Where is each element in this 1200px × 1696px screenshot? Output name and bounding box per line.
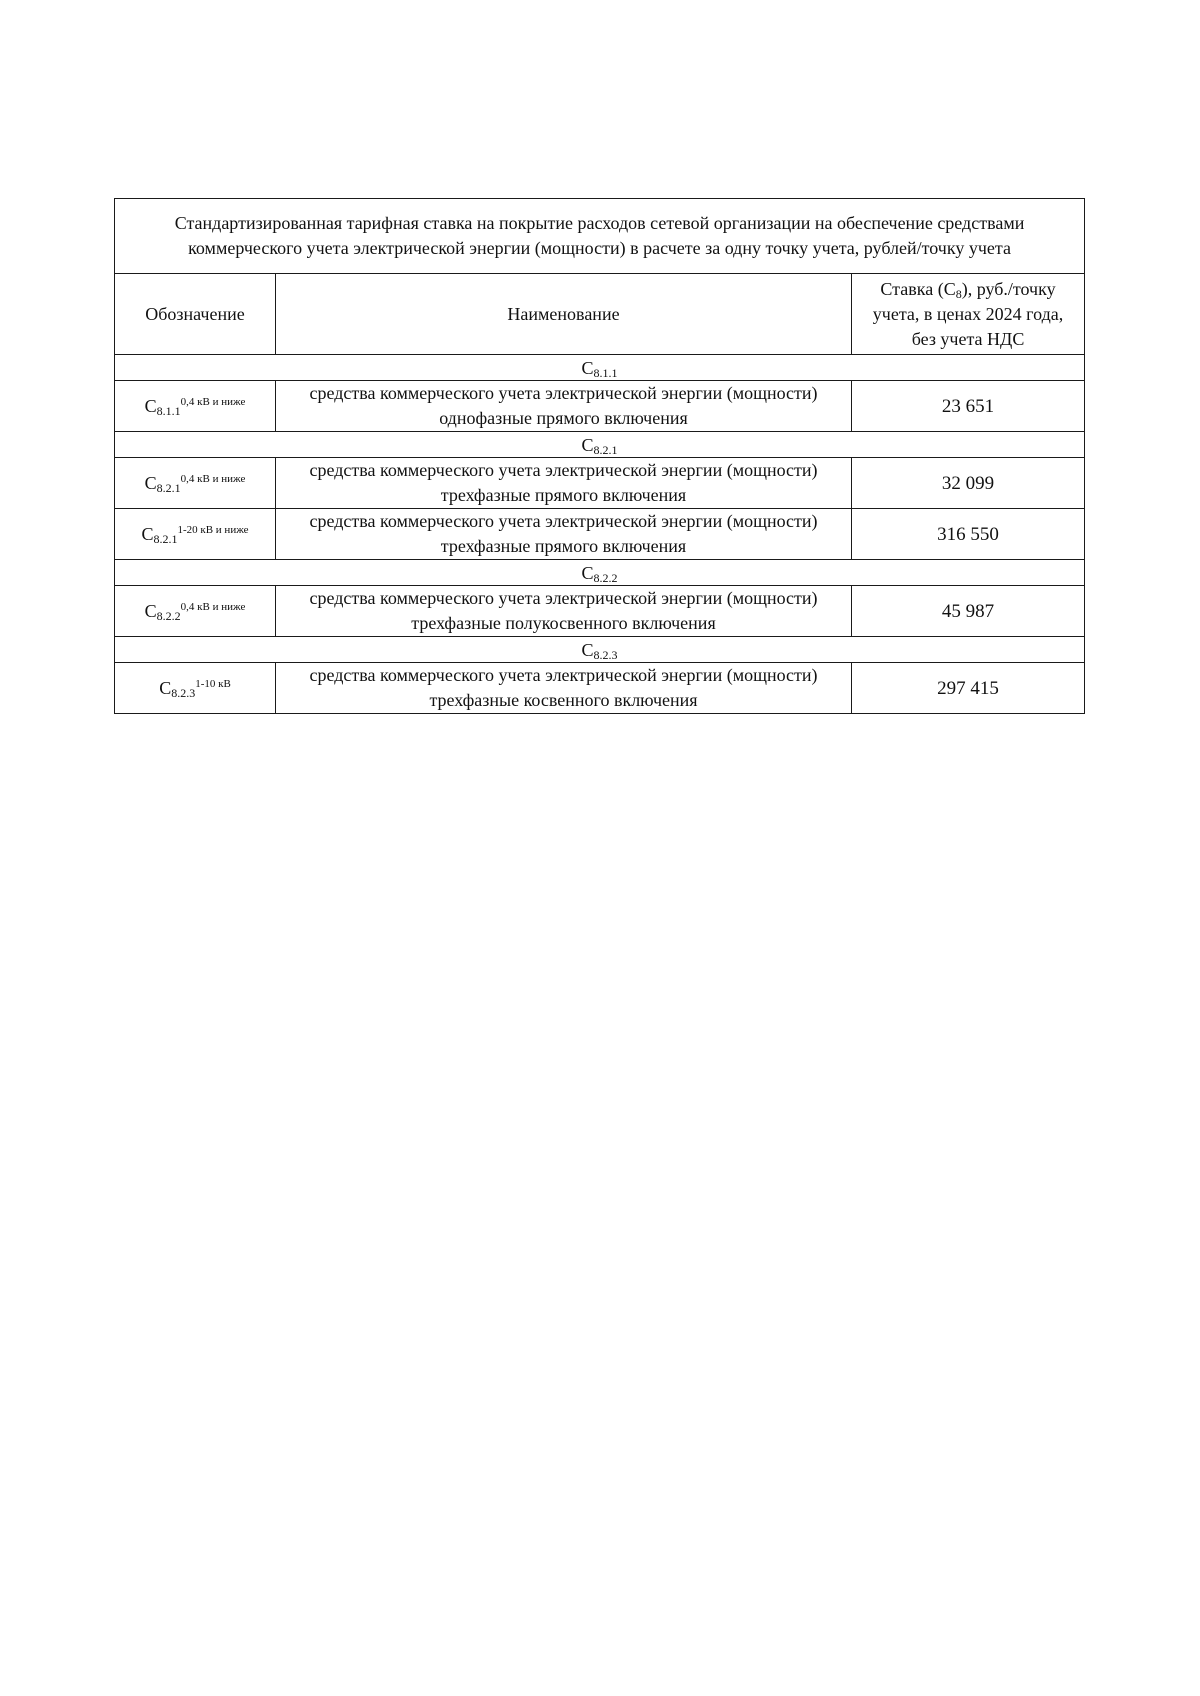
tariff-table xyxy=(114,198,1085,714)
designation-superscript: 0,4 кВ и ниже xyxy=(180,600,246,613)
name-line-2: трехфазные полукосвенного включения xyxy=(411,613,716,633)
designation-superscript: 1-20 кВ и ниже xyxy=(177,523,249,536)
name-cell xyxy=(276,381,852,432)
group-code xyxy=(115,432,1085,458)
header-rate-line-1 xyxy=(858,277,1078,302)
table-title-line-1: Стандартизированная тарифная ставка на покрытие расходов сетевой организации на обеспечение средствами xyxy=(174,213,1025,233)
designation-subscript: 8.1.1 xyxy=(156,403,181,418)
rate-value-cell: 23 651 xyxy=(852,381,1085,432)
group-row xyxy=(115,560,1085,586)
designation-superscript: 0,4 кВ и ниже xyxy=(180,472,246,485)
group-code-main: С xyxy=(581,562,594,583)
designation-superscript: 0,4 кВ и ниже xyxy=(180,395,246,408)
designation-cell xyxy=(115,509,276,560)
table-row xyxy=(115,586,1085,637)
table-title-line-2: коммерческого учета электрической энергии (мощности) в расчете за одну точку учета, рублей/точку учета xyxy=(188,238,1011,258)
header-rate-line-2: учета, в ценах 2024 года, xyxy=(872,303,1064,324)
group-row xyxy=(115,355,1085,381)
name-cell xyxy=(276,509,852,560)
group-code xyxy=(115,355,1085,381)
name-line-2: трехфазные косвенного включения xyxy=(429,690,698,710)
header-rate-subscript: 8 xyxy=(955,286,962,301)
designation-subscript: 8.2.1 xyxy=(153,531,178,546)
designation-main: С xyxy=(159,677,172,698)
header-rate-suffix: ), руб./точку xyxy=(961,278,1056,299)
rate-value-cell: 45 987 xyxy=(852,586,1085,637)
header-rate xyxy=(852,274,1085,355)
header-rate-prefix: Ставка (С xyxy=(880,278,956,299)
rate-value-cell: 32 099 xyxy=(852,458,1085,509)
name-line-1: средства коммерческого учета электрической энергии (мощности) xyxy=(309,665,818,685)
table-row xyxy=(115,458,1085,509)
group-code-subscript: 8.2.1 xyxy=(593,442,618,457)
name-line-2: однофазные прямого включения xyxy=(439,408,688,428)
name-line-1: средства коммерческого учета электрической энергии (мощности) xyxy=(309,460,818,480)
designation-cell xyxy=(115,663,276,714)
group-code xyxy=(115,560,1085,586)
name-line-1: средства коммерческого учета электрической энергии (мощности) xyxy=(309,588,818,608)
header-name: Наименование xyxy=(276,274,852,355)
designation-cell xyxy=(115,381,276,432)
group-code xyxy=(115,637,1085,663)
group-code-subscript: 8.2.3 xyxy=(593,647,618,662)
table-title xyxy=(115,199,1085,274)
table-row xyxy=(115,381,1085,432)
designation-subscript: 8.2.2 xyxy=(156,608,181,623)
table-header-row xyxy=(115,274,1085,355)
table-title-row xyxy=(115,199,1085,274)
name-line-1: средства коммерческого учета электрической энергии (мощности) xyxy=(309,383,818,403)
designation-cell xyxy=(115,586,276,637)
rate-value-cell: 316 550 xyxy=(852,509,1085,560)
table-row xyxy=(115,663,1085,714)
header-rate-line-3: без учета НДС xyxy=(911,328,1025,349)
rate-value-cell: 297 415 xyxy=(852,663,1085,714)
designation-main: С xyxy=(141,523,154,544)
table-row xyxy=(115,509,1085,560)
group-code-main: С xyxy=(581,357,594,378)
group-code-subscript: 8.2.2 xyxy=(593,570,618,585)
header-designation: Обозначение xyxy=(115,274,276,355)
name-cell xyxy=(276,586,852,637)
name-line-1: средства коммерческого учета электрической энергии (мощности) xyxy=(309,511,818,531)
group-code-subscript: 8.1.1 xyxy=(593,365,618,380)
designation-cell xyxy=(115,458,276,509)
group-code-main: С xyxy=(581,434,594,455)
name-cell xyxy=(276,663,852,714)
designation-main: С xyxy=(144,395,157,416)
name-cell xyxy=(276,458,852,509)
designation-main: С xyxy=(144,472,157,493)
name-line-2: трехфазные прямого включения xyxy=(440,485,687,505)
designation-main: С xyxy=(144,600,157,621)
group-code-main: С xyxy=(581,639,594,660)
name-line-2: трехфазные прямого включения xyxy=(440,536,687,556)
designation-subscript: 8.2.1 xyxy=(156,480,181,495)
group-row xyxy=(115,432,1085,458)
group-row xyxy=(115,637,1085,663)
designation-superscript: 1-10 кВ xyxy=(195,677,231,690)
designation-subscript: 8.2.3 xyxy=(171,685,196,700)
